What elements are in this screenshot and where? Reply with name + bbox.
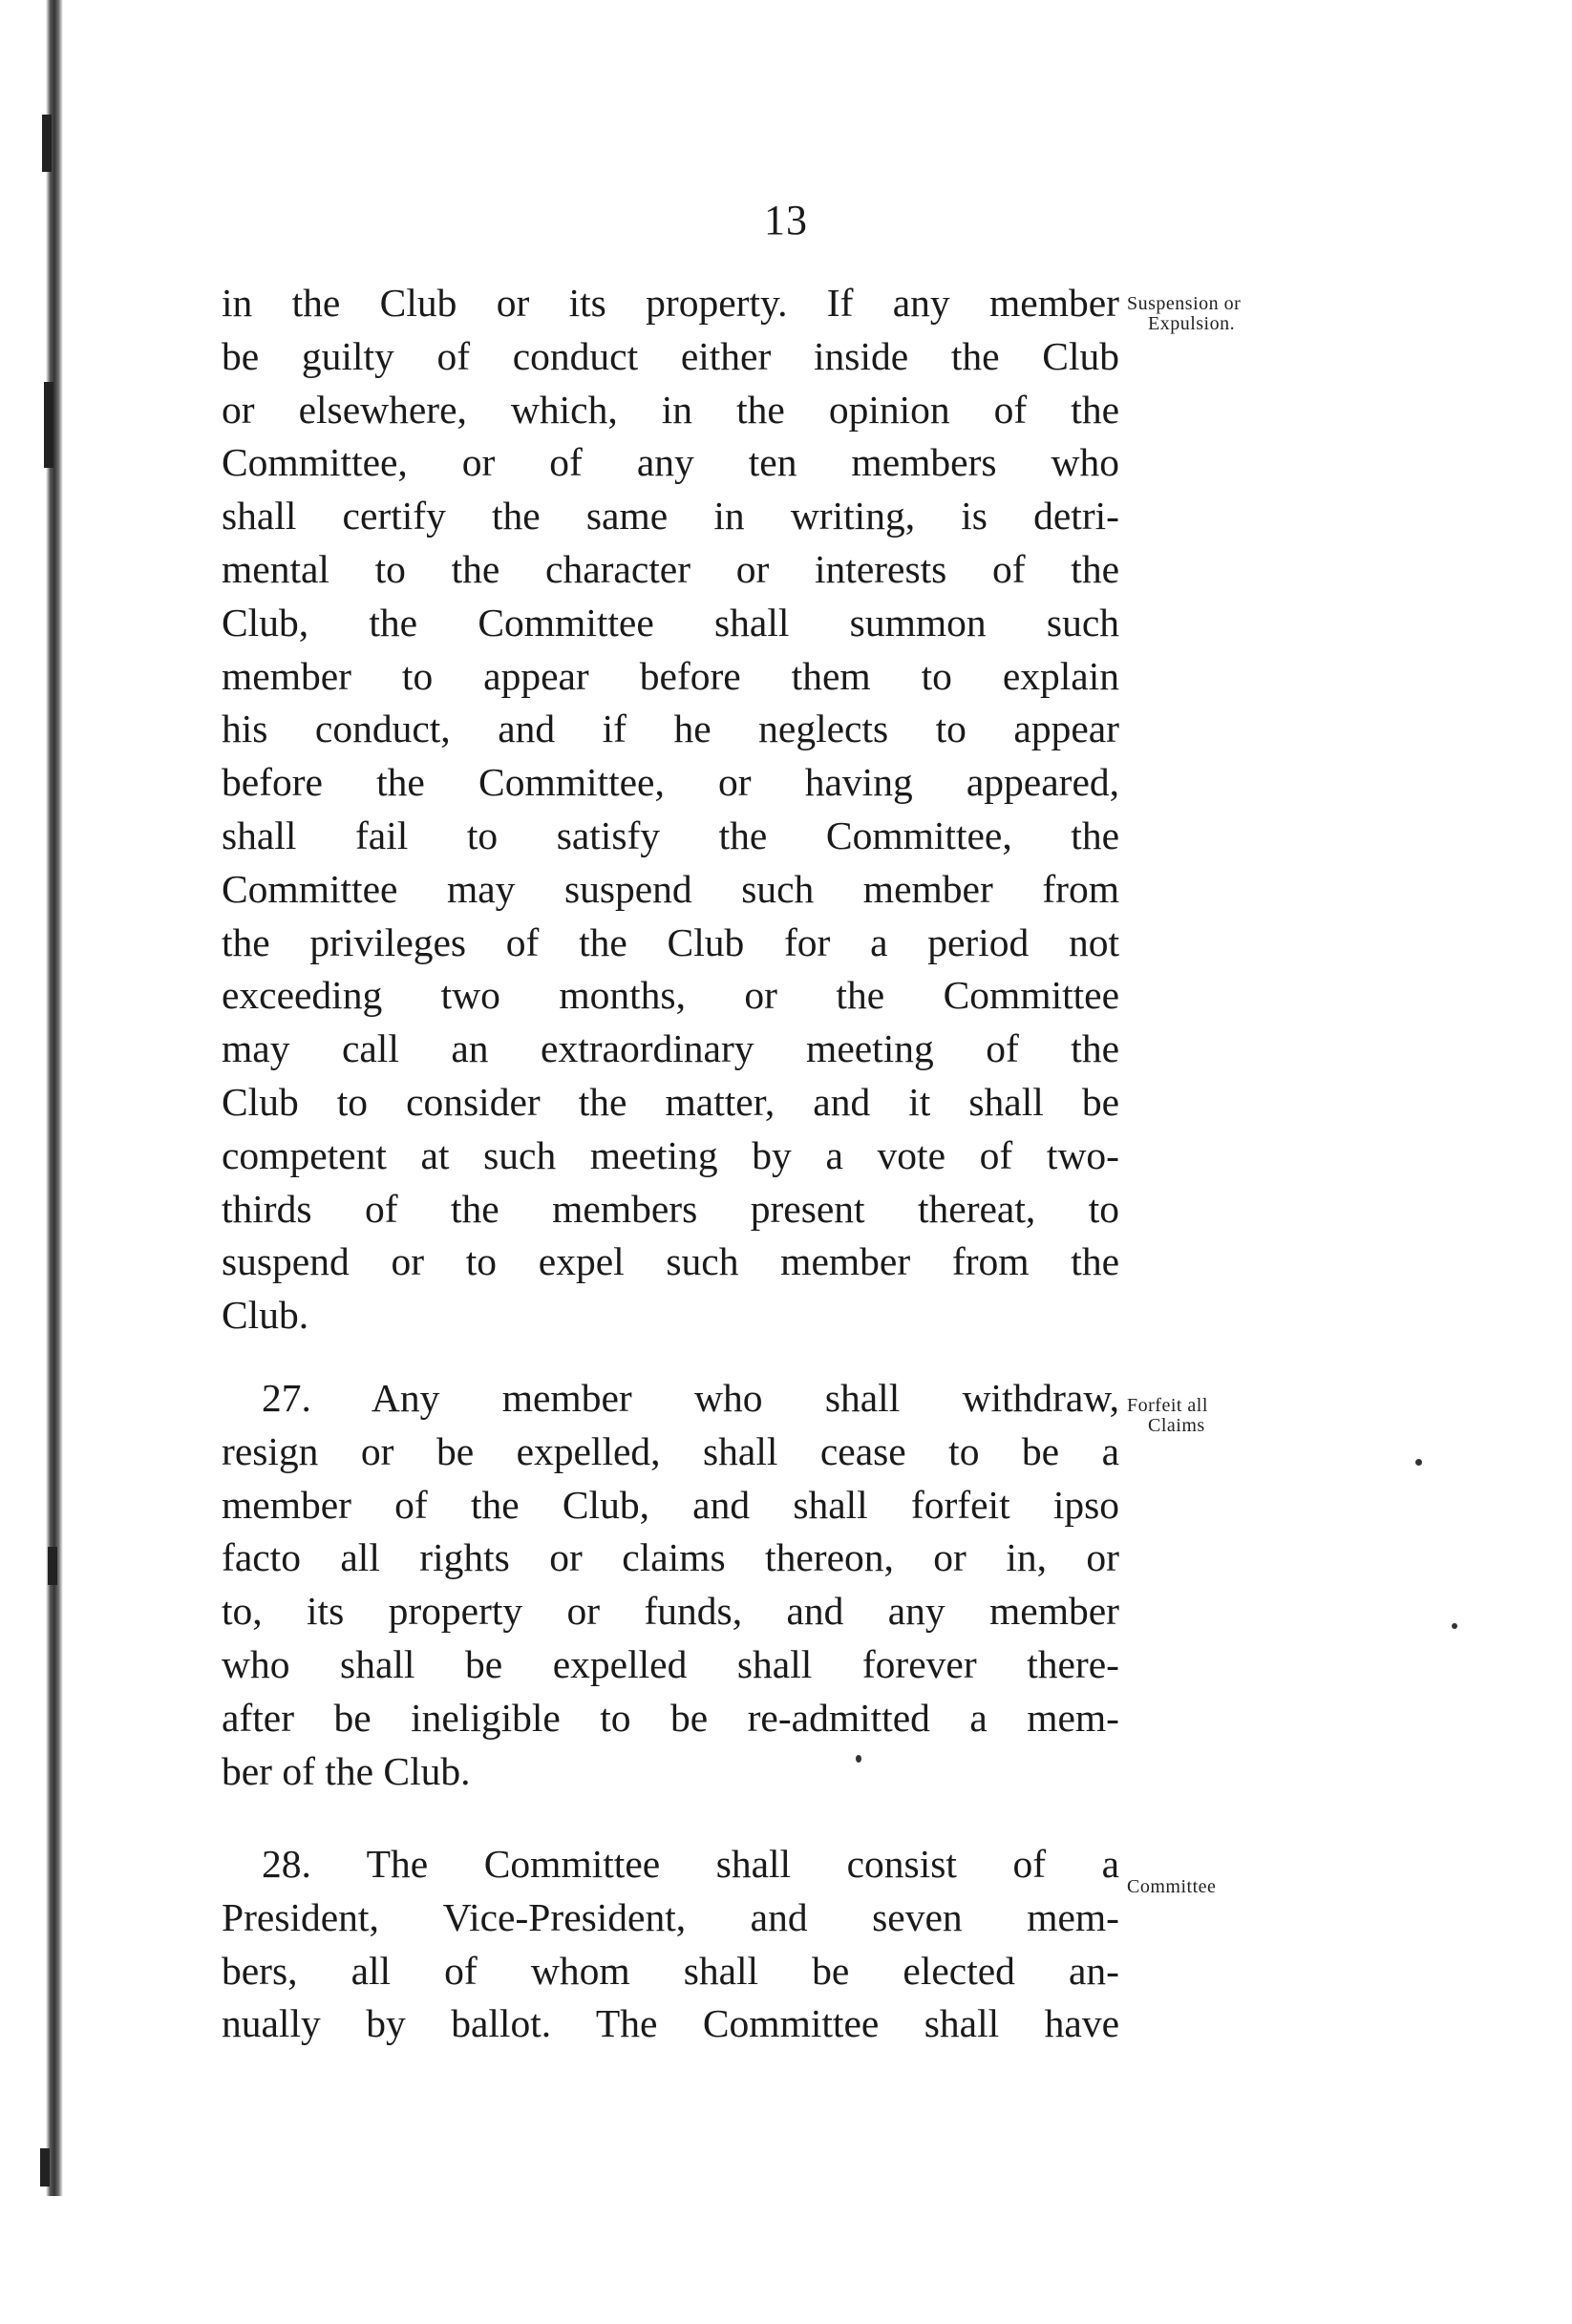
text-line: resign or be expelled, shall cease to be a xyxy=(222,1428,1119,1473)
text-line: member of the Club, and shall forfeit ipso xyxy=(222,1482,1119,1527)
text-line: ber of the Club. xyxy=(222,1748,471,1793)
margin-note-line: Suspension or xyxy=(1127,293,1242,314)
text-line: member to appear before them to explain xyxy=(222,653,1119,698)
text-line: his conduct, and if he neglects to appear xyxy=(222,707,1119,751)
paragraph-27-forfeit xyxy=(222,1372,1119,1798)
text-line: bers, all of whom shall be elected an- xyxy=(222,1948,1119,1993)
text-line: competent at such meeting by a vote of two- xyxy=(222,1132,1119,1177)
text-line: facto all rights or claims thereon, or in, or xyxy=(222,1535,1119,1580)
paragraph-suspension xyxy=(222,277,1119,1342)
margin-note-line: Committee xyxy=(1127,1876,1217,1897)
text-line: to, its property or funds, and any member xyxy=(222,1589,1119,1634)
text-line: Club. xyxy=(222,1293,309,1338)
text-line: be guilty of conduct either inside the Club xyxy=(222,333,1119,378)
text-line: shall certify the same in writing, is detri- xyxy=(222,494,1119,539)
text-line: or elsewhere, which, in the opinion of the xyxy=(222,387,1119,432)
page-number: 13 xyxy=(764,197,808,243)
text-line: Club, the Committee shall summon such xyxy=(222,600,1119,644)
scan-speck xyxy=(1452,1623,1457,1629)
scan-speck xyxy=(1415,1459,1422,1466)
margin-note-forfeit xyxy=(1127,1396,1208,1436)
text-line: in the Club or its property. If any member xyxy=(222,281,1119,325)
text-line: nually by ballot. The Committee shall have xyxy=(222,2001,1119,2046)
page-binding-edge xyxy=(46,0,63,2196)
text-line: who shall be expelled shall forever there- xyxy=(222,1641,1119,1686)
text-line: suspend or to expel such member from the xyxy=(222,1239,1119,1284)
binding-fleck xyxy=(44,382,53,468)
text-line: may call an extraordinary meeting of the xyxy=(222,1026,1119,1071)
text-line: the privileges of the Club for a period not xyxy=(222,919,1119,964)
binding-fleck xyxy=(40,2148,50,2187)
margin-note-line: Expulsion. xyxy=(1148,313,1236,334)
text-line: President, Vice-President, and seven mem- xyxy=(222,1894,1119,1939)
binding-fleck xyxy=(42,115,52,172)
text-line: before the Committee, or having appeared, xyxy=(222,760,1119,805)
binding-fleck xyxy=(48,1547,57,1585)
margin-note-line: Claims xyxy=(1148,1415,1205,1436)
margin-note-committee xyxy=(1127,1877,1216,1897)
text-line: Committee may suspend such member from xyxy=(222,866,1119,911)
margin-note-line: Forfeit all xyxy=(1127,1395,1208,1416)
text-line: shall fail to satisfy the Committee, the xyxy=(222,813,1119,857)
text-line: exceeding two months, or the Committee xyxy=(222,973,1119,1018)
text-line: after be ineligible to be re-admitted a mem- xyxy=(222,1695,1119,1740)
text-line: mental to the character or interests of the xyxy=(222,546,1119,591)
text-line: thirds of the members present thereat, to xyxy=(222,1186,1119,1231)
text-line: 27. Any member who shall withdraw, xyxy=(262,1376,1119,1420)
text-line: Committee, or of any ten members who xyxy=(222,440,1119,485)
text-line: Club to consider the matter, and it shall be xyxy=(222,1079,1119,1124)
text-line: 28. The Committee shall consist of a xyxy=(262,1842,1119,1886)
margin-note-suspension xyxy=(1127,294,1241,334)
paragraph-28-committee xyxy=(222,1838,1119,2051)
